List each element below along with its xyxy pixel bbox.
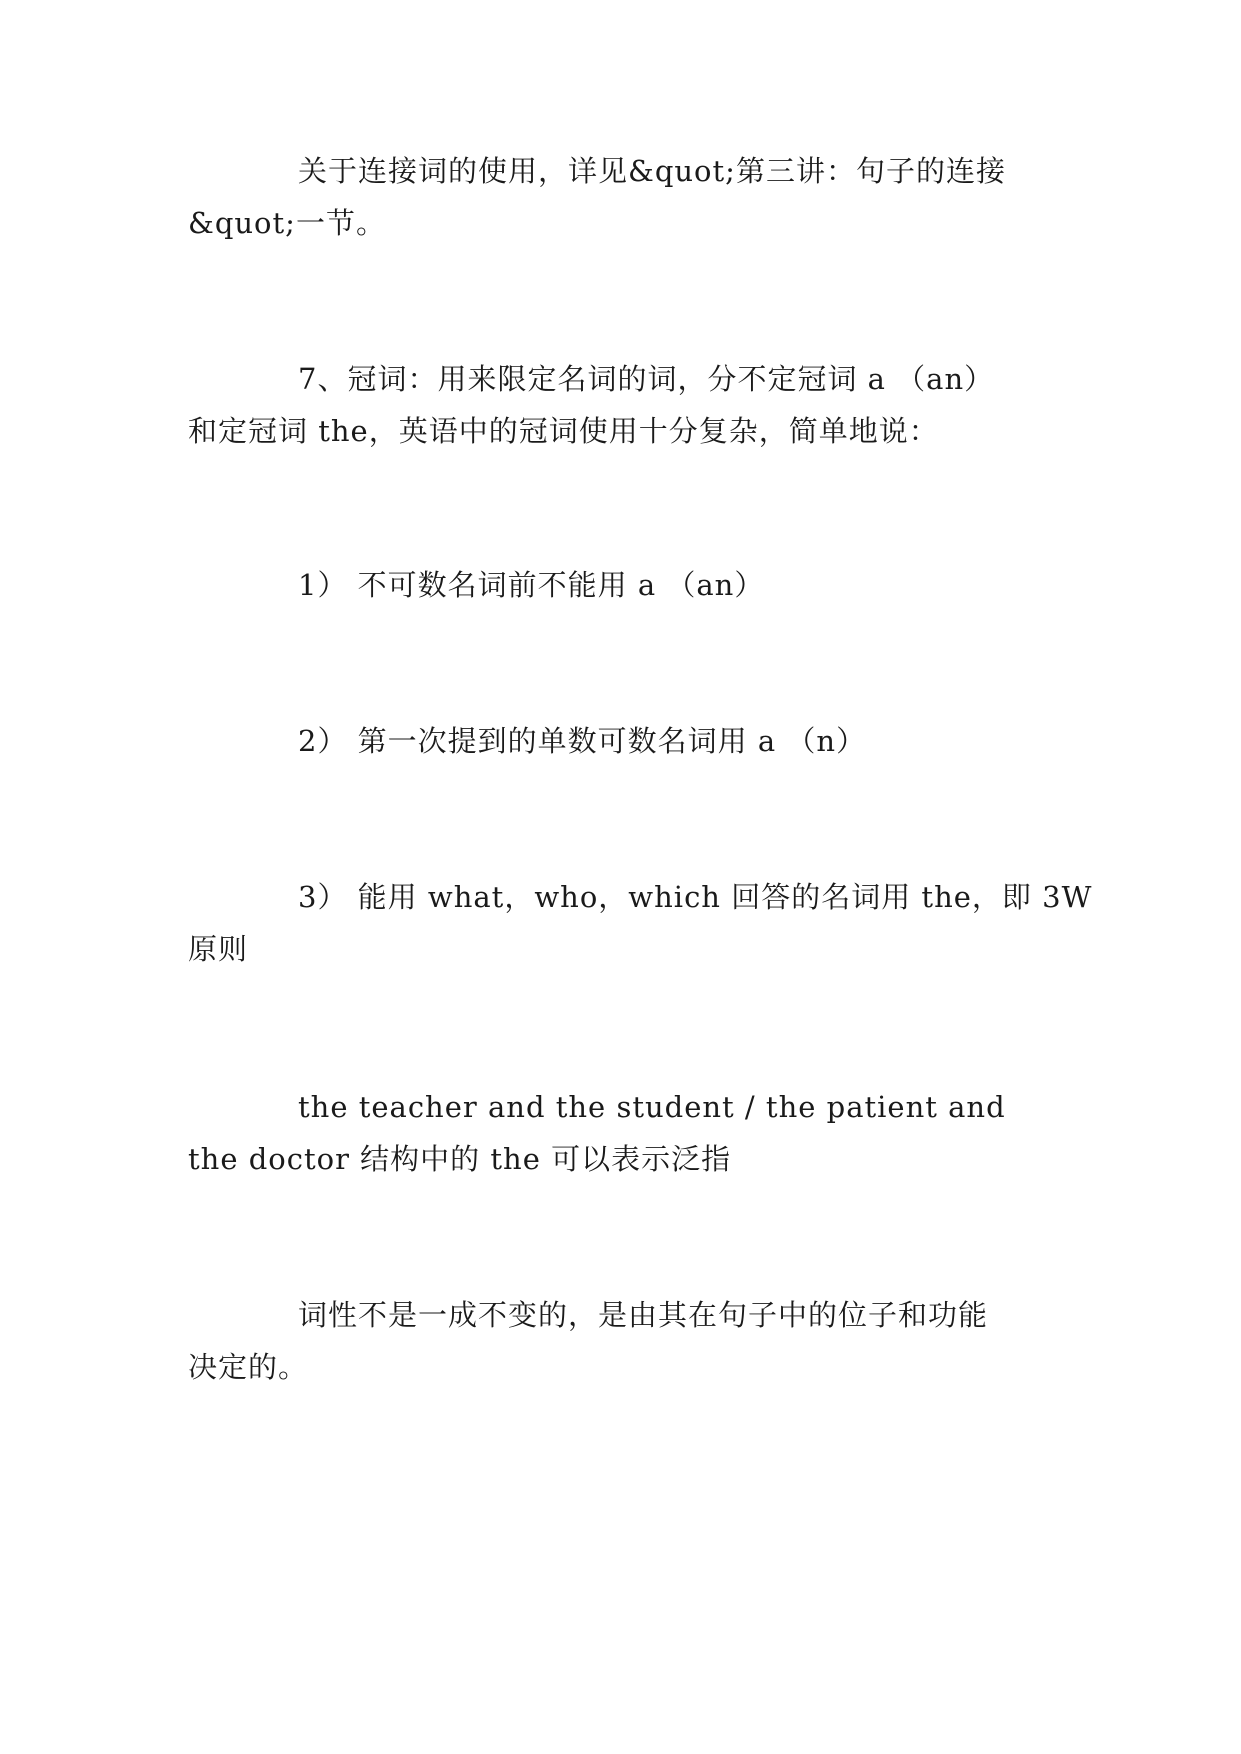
- paragraph-1-line-2: &quot;一节。: [188, 206, 386, 240]
- paragraph-6-line-2: the doctor 结构中的 the 可以表示泛指: [188, 1142, 732, 1176]
- paragraph-4-line-1: 2） 第一次提到的单数可数名词用 a （n）: [298, 724, 867, 758]
- paragraph-3-line-1: 1） 不可数名词前不能用 a （an）: [298, 568, 765, 602]
- paragraph-5-line-1: 3） 能用 what，who，which 回答的名词用 the，即 3W: [298, 880, 1093, 914]
- paragraph-7-line-2: 决定的。: [188, 1350, 309, 1384]
- paragraph-6-line-1: the teacher and the student / the patient and: [298, 1090, 1006, 1124]
- paragraph-1-line-1: 关于连接词的使用，详见&quot;第三讲：句子的连接: [298, 154, 1006, 188]
- paragraph-7-line-1: 词性不是一成不变的，是由其在句子中的位子和功能: [298, 1298, 989, 1332]
- paragraph-2-line-1: 7、冠词：用来限定名词的词，分不定冠词 a （an）: [298, 362, 995, 396]
- paragraph-2-line-2: 和定冠词 the，英语中的冠词使用十分复杂，简单地说：: [188, 414, 939, 448]
- paragraph-5-line-2: 原则: [188, 932, 249, 966]
